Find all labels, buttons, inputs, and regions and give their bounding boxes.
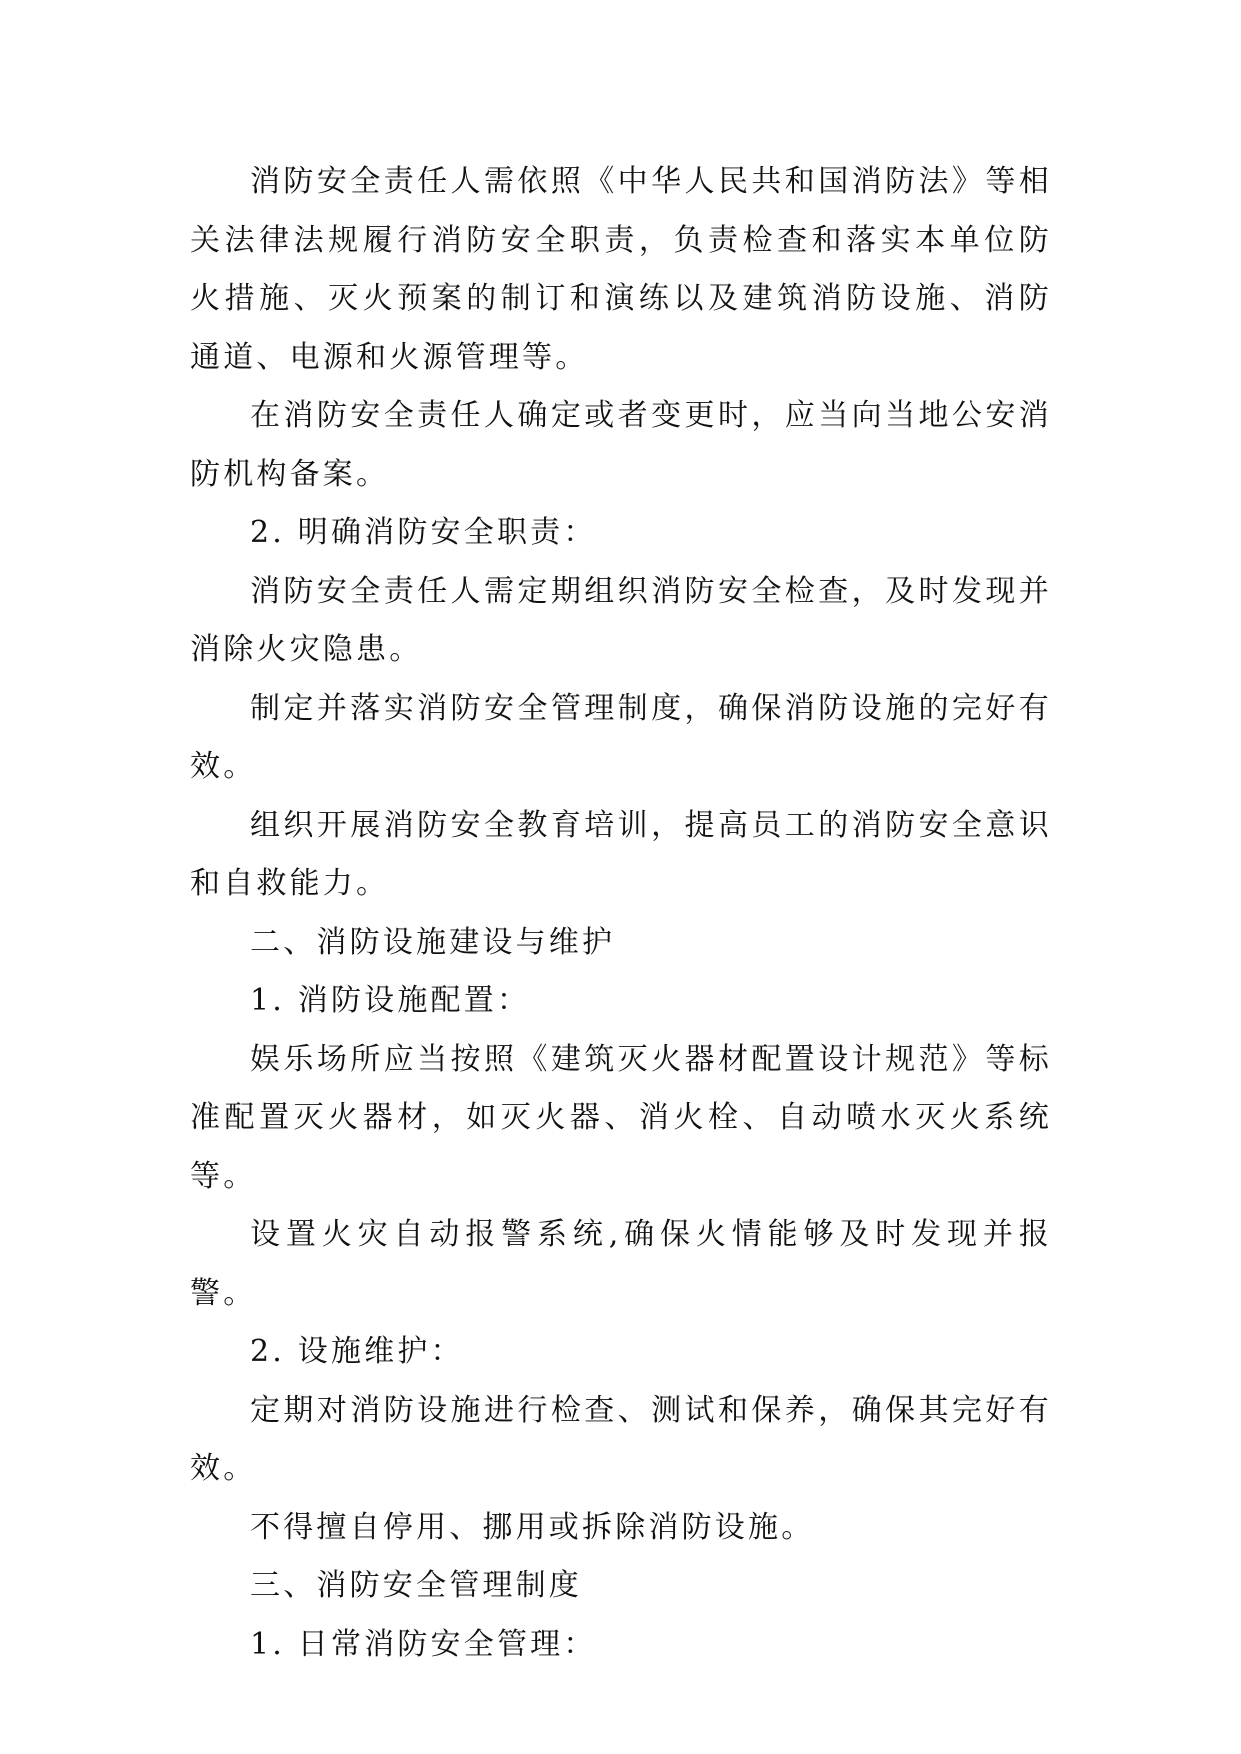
paragraph: 消防安全责任人需定期组织消防安全检查，及时发现并消除火灾隐患。 — [190, 573, 1052, 667]
paragraph: 制定并落实消防安全管理制度，确保消防设施的完好有效。 — [190, 690, 1052, 784]
paragraph: 不得擅自停用、挪用或拆除消防设施。 — [250, 1509, 815, 1545]
numbered-heading: 2. 设施维护： — [250, 1334, 464, 1369]
paragraph: 消防安全责任人需依照《中华人民共和国消防法》等相关法律法规履行消防安全职责，负责检查和落实本单位防火措施、灭火预案的制订和演练以及建筑消防设施、消防通道、电源和火源管理等。 — [190, 164, 1052, 375]
document-body — [190, 153, 1052, 1674]
paragraph: 定期对消防设施进行检查、测试和保养，确保其完好有效。 — [190, 1392, 1052, 1486]
numbered-heading: 1. 日常消防安全管理： — [250, 1626, 597, 1662]
paragraph: 组织开展消防安全教育培训，提高员工的消防安全意识和自救能力。 — [190, 807, 1052, 901]
paragraph: 在消防安全责任人确定或者变更时，应当向当地公安消防机构备案。 — [190, 398, 1052, 492]
section-heading: 三、消防安全管理制度 — [250, 1568, 582, 1603]
section-heading: 二、消防设施建设与维护 — [250, 924, 616, 960]
numbered-heading: 1. 消防设施配置： — [250, 983, 531, 1018]
paragraph: 娱乐场所应当按照《建筑灭火器材配置设计规范》等标准配置灭火器材，如灭火器、消火栓、自动喷水灭火系统等。 — [190, 1041, 1052, 1194]
paragraph: 设置火灾自动报警系统,确保火情能够及时发现并报警。 — [190, 1217, 1052, 1311]
numbered-heading: 2. 明确消防安全职责： — [250, 515, 597, 550]
